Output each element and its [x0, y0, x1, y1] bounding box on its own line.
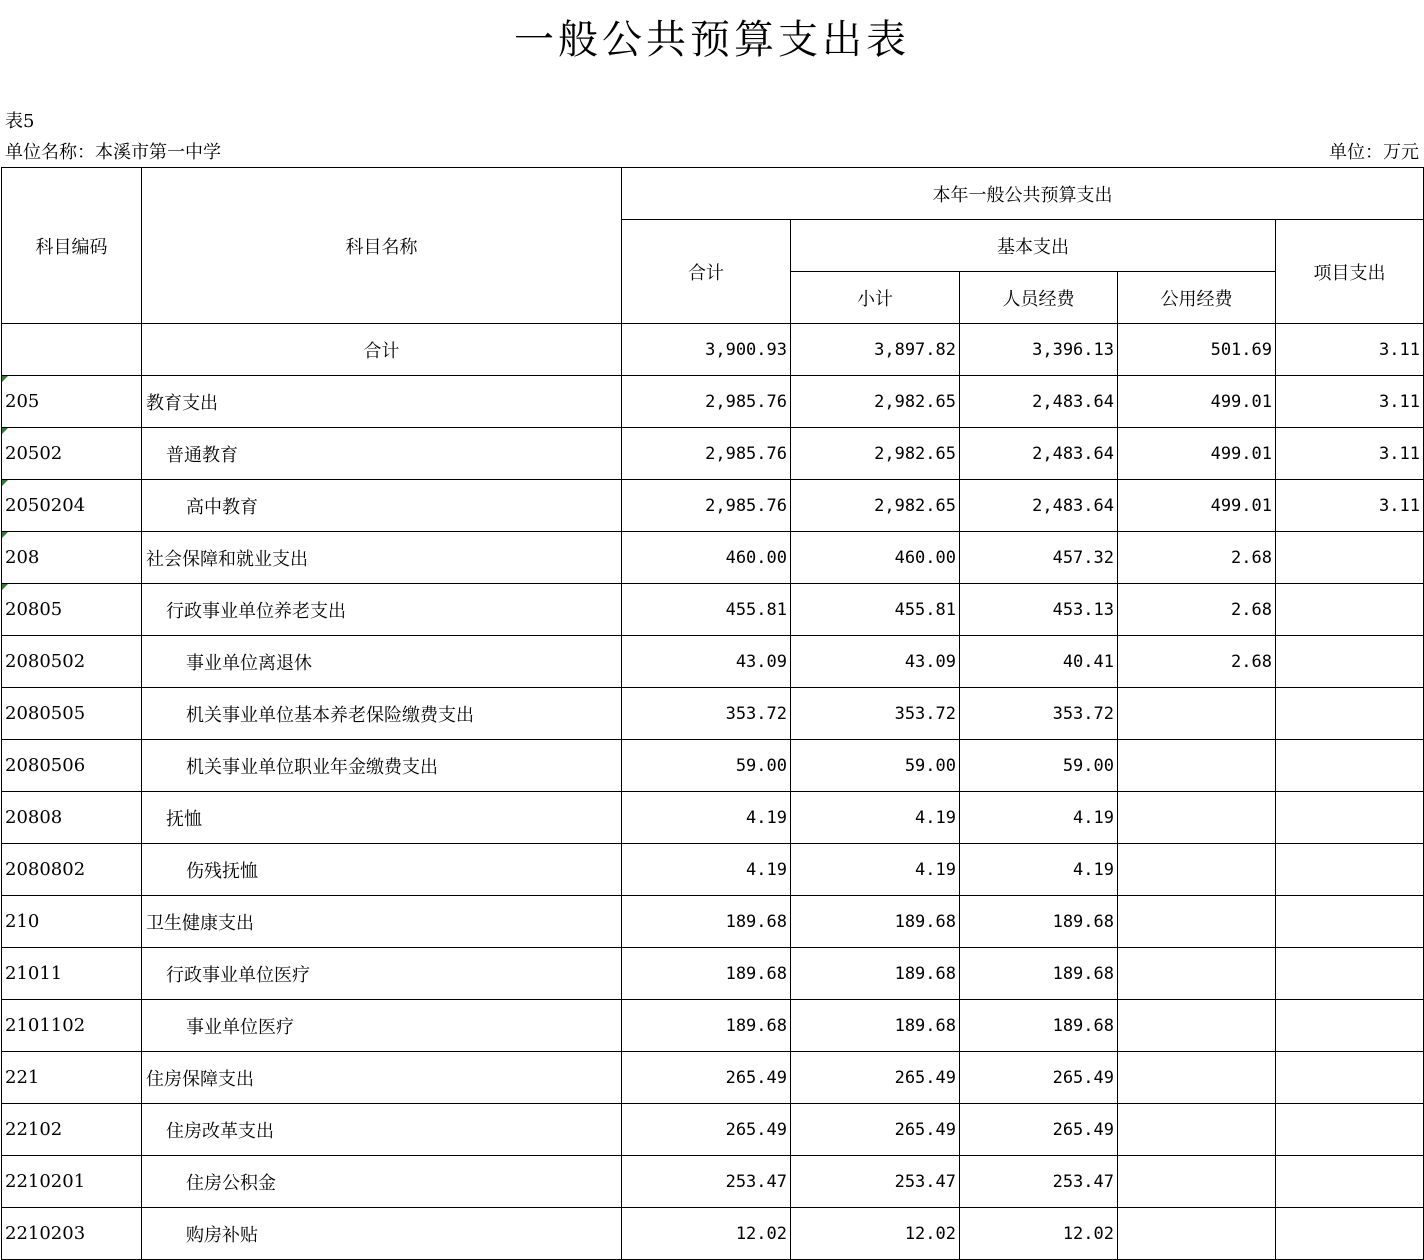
- cell-project: [1276, 1000, 1424, 1052]
- table-row: [2, 324, 1424, 376]
- header-basic: 基本支出: [791, 220, 1276, 272]
- table-row: [2, 896, 1424, 948]
- table-row: [2, 1156, 1424, 1208]
- cell-total: 353.72: [622, 688, 791, 740]
- cell-code: 2080802: [2, 844, 142, 896]
- cell-name: 购房补贴: [142, 1208, 622, 1260]
- cell-public: 499.01: [1118, 480, 1276, 532]
- cell-total: 253.47: [622, 1156, 791, 1208]
- cell-total: 189.68: [622, 896, 791, 948]
- cell-name: 行政事业单位医疗: [142, 948, 622, 1000]
- cell-total: 2,985.76: [622, 480, 791, 532]
- cell-total: 265.49: [622, 1104, 791, 1156]
- cell-project: 3.11: [1276, 376, 1424, 428]
- cell-name: 住房保障支出: [142, 1052, 622, 1104]
- cell-name: 机关事业单位基本养老保险缴费支出: [142, 688, 622, 740]
- cell-personnel: 253.47: [960, 1156, 1118, 1208]
- cell-subtotal: 353.72: [791, 688, 960, 740]
- cell-project: [1276, 792, 1424, 844]
- cell-code: 208: [2, 532, 142, 584]
- cell-code: 20805: [2, 584, 142, 636]
- cell-project: 3.11: [1276, 324, 1424, 376]
- cell-subtotal: 189.68: [791, 1000, 960, 1052]
- cell-public: 2.68: [1118, 532, 1276, 584]
- table-row: [2, 428, 1424, 480]
- cell-code: 2050204: [2, 480, 142, 532]
- header-personnel: 人员经费: [960, 272, 1118, 324]
- header-total: 合计: [622, 220, 791, 324]
- unit-name: 单位名称：本溪市第一中学: [5, 142, 221, 163]
- cell-project: [1276, 740, 1424, 792]
- page-title: 一般公共预算支出表: [514, 17, 910, 63]
- table-row: [2, 948, 1424, 1000]
- table-row: [2, 1208, 1424, 1260]
- cell-subtotal: 265.49: [791, 1104, 960, 1156]
- cell-subtotal: 253.47: [791, 1156, 960, 1208]
- cell-public: [1118, 1104, 1276, 1156]
- cell-project: [1276, 844, 1424, 896]
- cell-total: 189.68: [622, 1000, 791, 1052]
- cell-subtotal: 4.19: [791, 844, 960, 896]
- table-row: [2, 532, 1424, 584]
- cell-total: 12.02: [622, 1208, 791, 1260]
- cell-name: 事业单位离退休: [142, 636, 622, 688]
- header-name: 科目名称: [142, 168, 622, 324]
- cell-project: [1276, 584, 1424, 636]
- cell-personnel: 189.68: [960, 1000, 1118, 1052]
- table-row: [2, 1052, 1424, 1104]
- table-number: 表5: [5, 111, 35, 132]
- cell-personnel: 265.49: [960, 1052, 1118, 1104]
- cell-code: 2080506: [2, 740, 142, 792]
- cell-project: [1276, 1156, 1424, 1208]
- table-row: [2, 792, 1424, 844]
- table-row: [2, 480, 1424, 532]
- cell-personnel: 189.68: [960, 948, 1118, 1000]
- cell-personnel: 353.72: [960, 688, 1118, 740]
- cell-project: [1276, 1104, 1424, 1156]
- cell-name: 住房公积金: [142, 1156, 622, 1208]
- cell-name: 卫生健康支出: [142, 896, 622, 948]
- cell-code: 210: [2, 896, 142, 948]
- cell-project: 3.11: [1276, 480, 1424, 532]
- header-subtotal: 小计: [791, 272, 960, 324]
- cell-public: [1118, 844, 1276, 896]
- cell-personnel: 189.68: [960, 896, 1118, 948]
- cell-code: 22102: [2, 1104, 142, 1156]
- cell-code: 2080502: [2, 636, 142, 688]
- cell-public: [1118, 948, 1276, 1000]
- cell-code: 2101102: [2, 1000, 142, 1052]
- cell-code: 205: [2, 376, 142, 428]
- cell-subtotal: 12.02: [791, 1208, 960, 1260]
- cell-project: [1276, 1208, 1424, 1260]
- cell-total: 2,985.76: [622, 376, 791, 428]
- cell-name: 社会保障和就业支出: [142, 532, 622, 584]
- cell-public: [1118, 1052, 1276, 1104]
- cell-code: 20502: [2, 428, 142, 480]
- cell-total: 4.19: [622, 792, 791, 844]
- cell-personnel: 453.13: [960, 584, 1118, 636]
- cell-personnel: 3,396.13: [960, 324, 1118, 376]
- cell-name: 抚恤: [142, 792, 622, 844]
- cell-public: 2.68: [1118, 636, 1276, 688]
- cell-name: 行政事业单位养老支出: [142, 584, 622, 636]
- cell-subtotal: 460.00: [791, 532, 960, 584]
- cell-name: 住房改革支出: [142, 1104, 622, 1156]
- cell-personnel: 2,483.64: [960, 428, 1118, 480]
- cell-subtotal: 2,982.65: [791, 480, 960, 532]
- cell-total: 455.81: [622, 584, 791, 636]
- cell-name: 伤残抚恤: [142, 844, 622, 896]
- cell-subtotal: 59.00: [791, 740, 960, 792]
- table-row: [2, 376, 1424, 428]
- cell-personnel: 2,483.64: [960, 376, 1118, 428]
- cell-project: [1276, 1052, 1424, 1104]
- cell-total: 2,985.76: [622, 428, 791, 480]
- cell-personnel: 4.19: [960, 844, 1118, 896]
- header-group: 本年一般公共预算支出: [622, 168, 1424, 220]
- cell-public: 501.69: [1118, 324, 1276, 376]
- cell-personnel: 457.32: [960, 532, 1118, 584]
- table-row: [2, 740, 1424, 792]
- cell-public: 499.01: [1118, 428, 1276, 480]
- cell-subtotal: 189.68: [791, 948, 960, 1000]
- cell-subtotal: 189.68: [791, 896, 960, 948]
- header-project: 项目支出: [1276, 220, 1424, 324]
- cell-total: 3,900.93: [622, 324, 791, 376]
- cell-subtotal: 43.09: [791, 636, 960, 688]
- cell-public: [1118, 688, 1276, 740]
- cell-personnel: 59.00: [960, 740, 1118, 792]
- cell-public: [1118, 1208, 1276, 1260]
- budget-table: [1, 167, 1424, 1260]
- cell-subtotal: 265.49: [791, 1052, 960, 1104]
- cell-code: 2080505: [2, 688, 142, 740]
- cell-subtotal: 455.81: [791, 584, 960, 636]
- cell-personnel: 4.19: [960, 792, 1118, 844]
- cell-code: [2, 324, 142, 376]
- cell-public: [1118, 1000, 1276, 1052]
- cell-total: 59.00: [622, 740, 791, 792]
- cell-name: 机关事业单位职业年金缴费支出: [142, 740, 622, 792]
- cell-project: 3.11: [1276, 428, 1424, 480]
- cell-code: 2210201: [2, 1156, 142, 1208]
- cell-name: 事业单位医疗: [142, 1000, 622, 1052]
- cell-subtotal: 3,897.82: [791, 324, 960, 376]
- cell-personnel: 12.02: [960, 1208, 1118, 1260]
- cell-total: 265.49: [622, 1052, 791, 1104]
- table-row: [2, 1000, 1424, 1052]
- cell-project: [1276, 896, 1424, 948]
- cell-public: 2.68: [1118, 584, 1276, 636]
- cell-public: 499.01: [1118, 376, 1276, 428]
- cell-name: 高中教育: [142, 480, 622, 532]
- cell-public: [1118, 792, 1276, 844]
- cell-code: 221: [2, 1052, 142, 1104]
- cell-public: [1118, 1156, 1276, 1208]
- table-row: [2, 584, 1424, 636]
- cell-code: 2210203: [2, 1208, 142, 1260]
- cell-project: [1276, 636, 1424, 688]
- cell-total: 460.00: [622, 532, 791, 584]
- cell-personnel: 40.41: [960, 636, 1118, 688]
- cell-subtotal: 4.19: [791, 792, 960, 844]
- header-code: 科目编码: [2, 168, 142, 324]
- table-row: [2, 844, 1424, 896]
- cell-code: 21011: [2, 948, 142, 1000]
- cell-personnel: 2,483.64: [960, 480, 1118, 532]
- cell-name: 普通教育: [142, 428, 622, 480]
- table-row: [2, 636, 1424, 688]
- cell-subtotal: 2,982.65: [791, 376, 960, 428]
- cell-name: 教育支出: [142, 376, 622, 428]
- header-public: 公用经费: [1118, 272, 1276, 324]
- cell-total: 43.09: [622, 636, 791, 688]
- cell-public: [1118, 896, 1276, 948]
- cell-total: 189.68: [622, 948, 791, 1000]
- cell-project: [1276, 688, 1424, 740]
- cell-project: [1276, 948, 1424, 1000]
- cell-subtotal: 2,982.65: [791, 428, 960, 480]
- cell-code: 20808: [2, 792, 142, 844]
- cell-total: 4.19: [622, 844, 791, 896]
- cell-project: [1276, 532, 1424, 584]
- unit-label: 单位：万元: [1329, 142, 1419, 163]
- table-row: [2, 688, 1424, 740]
- table-row: [2, 1104, 1424, 1156]
- cell-personnel: 265.49: [960, 1104, 1118, 1156]
- cell-public: [1118, 740, 1276, 792]
- cell-name: 合计: [142, 324, 622, 376]
